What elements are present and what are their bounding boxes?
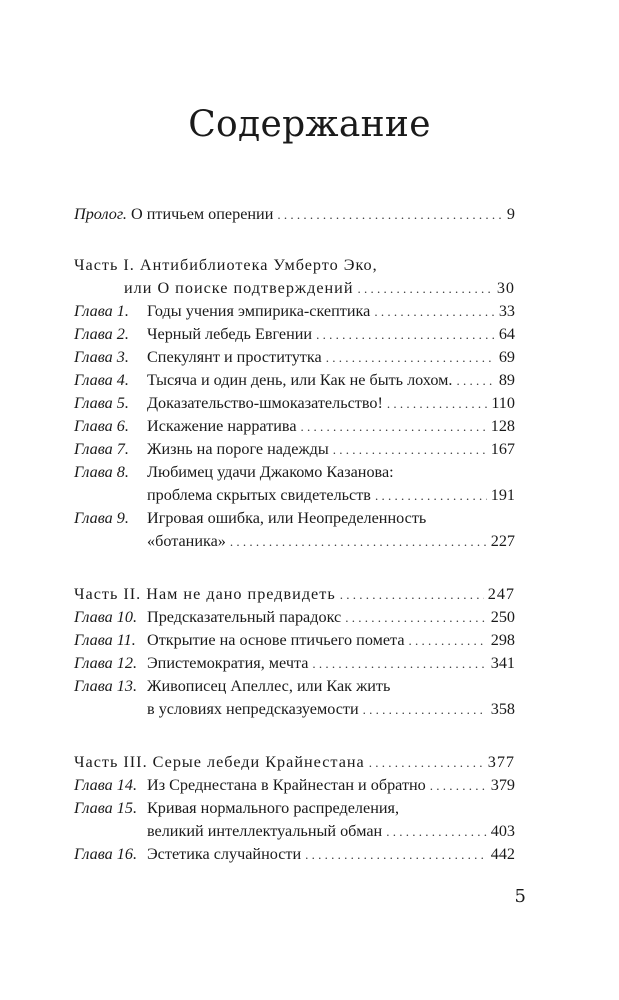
entry-page: 64	[498, 325, 515, 343]
entry-page: 377	[487, 753, 515, 771]
entry-title: Годы учения эмпирика-скептика	[147, 302, 371, 320]
toc-entry-ch3[interactable]	[74, 346, 515, 369]
toc-entry-ch8-line2[interactable]	[74, 484, 515, 507]
entry-page: 191	[490, 486, 515, 504]
leader-dots	[363, 698, 487, 721]
entry-title: Эстетика случайности	[147, 845, 302, 863]
entry-label: Глава 2.	[74, 325, 129, 343]
toc-entry-ch7[interactable]	[74, 438, 515, 461]
entry-page: 298	[490, 631, 515, 649]
toc-entry-part3[interactable]	[74, 751, 515, 774]
toc-entry-ch4[interactable]	[74, 369, 515, 392]
entry-page: 89	[498, 371, 515, 389]
entry-page: 167	[490, 440, 515, 458]
toc-entry-ch14[interactable]	[74, 774, 515, 797]
entry-title: Искажение нарратива	[147, 417, 297, 435]
entry-label: Пролог.	[74, 205, 127, 223]
entry-title: Жизнь на пороге надежды	[147, 440, 329, 458]
toc-entry-ch15-line2[interactable]	[74, 820, 515, 843]
leader-dots	[301, 415, 487, 438]
toc-entry-ch12[interactable]	[74, 652, 515, 675]
entry-page: 110	[491, 394, 515, 412]
entry-title: Тысяча и один день, или Как не быть лохом.	[147, 371, 453, 389]
entry-title: Часть III. Серые лебеди Крайнестана	[74, 753, 365, 771]
entry-page: 128	[490, 417, 515, 435]
entry-title-continued: в условиях непредсказуемости	[147, 700, 359, 718]
entry-page: 379	[490, 776, 515, 794]
toc-entry-ch2[interactable]	[74, 323, 515, 346]
leader-dots	[326, 346, 495, 369]
toc-entry-ch5[interactable]	[74, 392, 515, 415]
entry-title: Живописец Апеллес, или Как жить	[147, 677, 391, 695]
entry-title: Из Среднестана в Крайнестан и обратно	[147, 776, 426, 794]
leader-dots	[340, 583, 484, 606]
entry-label: Глава 7.	[74, 440, 129, 458]
entry-label: Глава 16.	[74, 845, 137, 863]
entry-page: 9	[506, 205, 515, 223]
entry-title: Открытие на основе птичьего помета	[147, 631, 405, 649]
leader-dots	[277, 203, 503, 226]
page-title: Содержание	[188, 104, 431, 145]
leader-dots	[456, 369, 494, 392]
toc-entry-ch16[interactable]	[74, 843, 515, 866]
leader-dots	[387, 392, 487, 415]
entry-title: Черный лебедь Евгении	[147, 325, 313, 343]
entry-label: Глава 4.	[74, 371, 129, 389]
entry-label: Глава 12.	[74, 654, 137, 672]
entry-label: Глава 3.	[74, 348, 129, 366]
entry-label: Глава 1.	[74, 302, 129, 320]
toc-entry-part2[interactable]	[74, 583, 515, 606]
entry-title: Доказательство-шмоказательство!	[147, 394, 383, 412]
table-of-contents	[74, 203, 515, 866]
entry-title: Любимец удачи Джакомо Казанова:	[147, 463, 394, 481]
toc-entry-part1-line2[interactable]	[74, 277, 515, 300]
toc-entry-ch11[interactable]	[74, 629, 515, 652]
toc-entry-prolog[interactable]	[74, 203, 515, 226]
entry-title: Эпистемократия, мечта	[147, 654, 309, 672]
entry-page: 442	[490, 845, 515, 863]
leader-dots	[345, 606, 487, 629]
entry-page: 30	[496, 279, 515, 297]
toc-entry-ch10[interactable]	[74, 606, 515, 629]
toc-entry-part1-line1[interactable]	[74, 254, 515, 277]
page-number: 5	[514, 886, 526, 907]
entry-page: 250	[490, 608, 515, 626]
entry-label: Глава 5.	[74, 394, 129, 412]
toc-entry-ch9-line1[interactable]	[74, 507, 515, 530]
entry-title-continued: проблема скрытых свидетельств	[147, 486, 371, 504]
toc-entry-ch1[interactable]	[74, 300, 515, 323]
entry-label: Глава 13.	[74, 677, 137, 695]
toc-entry-ch15-line1[interactable]	[74, 797, 515, 820]
entry-label: Глава 14.	[74, 776, 137, 794]
entry-label: Глава 8.	[74, 463, 129, 481]
leader-dots	[430, 774, 487, 797]
toc-entry-ch6[interactable]	[74, 415, 515, 438]
entry-label: Глава 15.	[74, 799, 137, 817]
entry-page: 247	[487, 585, 515, 603]
entry-label: Глава 11.	[74, 631, 136, 649]
entry-label: Глава 10.	[74, 608, 137, 626]
entry-title: Игровая ошибка, или Неопределенность	[147, 509, 427, 527]
leader-dots	[386, 820, 487, 843]
leader-dots	[312, 652, 486, 675]
entry-page: 33	[498, 302, 515, 320]
toc-entry-ch8-line1[interactable]	[74, 461, 515, 484]
entry-title: О птичьем оперении	[131, 205, 274, 223]
leader-dots	[358, 277, 493, 300]
toc-entry-ch13-line1[interactable]	[74, 675, 515, 698]
entry-page: 69	[498, 348, 515, 366]
entry-title: Часть II. Нам не дано предвидеть	[74, 585, 336, 603]
leader-dots	[369, 751, 484, 774]
entry-title-continued: или О поиске подтверждений	[124, 279, 354, 297]
leader-dots	[374, 300, 494, 323]
entry-title: Предсказательный парадокс	[147, 608, 342, 626]
entry-title: Спекулянт и проститутка	[147, 348, 322, 366]
leader-dots	[375, 484, 487, 507]
toc-entry-ch9-line2[interactable]	[74, 530, 515, 553]
entry-label: Глава 9.	[74, 509, 129, 527]
leader-dots	[305, 843, 487, 866]
leader-dots	[333, 438, 487, 461]
toc-entry-ch13-line2[interactable]	[74, 698, 515, 721]
entry-label: Глава 6.	[74, 417, 129, 435]
leader-dots	[230, 530, 487, 553]
leader-dots	[409, 629, 487, 652]
entry-title-continued: «ботаника»	[147, 532, 226, 550]
entry-title: Кривая нормального распределения,	[147, 799, 400, 817]
entry-page: 227	[490, 532, 515, 550]
entry-title-continued: великий интеллектуальный обман	[147, 822, 383, 840]
leader-dots	[316, 323, 495, 346]
entry-page: 358	[490, 700, 515, 718]
entry-page: 403	[490, 822, 515, 840]
entry-title: Часть I. Антибиблиотека Умберто Эко,	[74, 256, 378, 274]
entry-page: 341	[490, 654, 515, 672]
